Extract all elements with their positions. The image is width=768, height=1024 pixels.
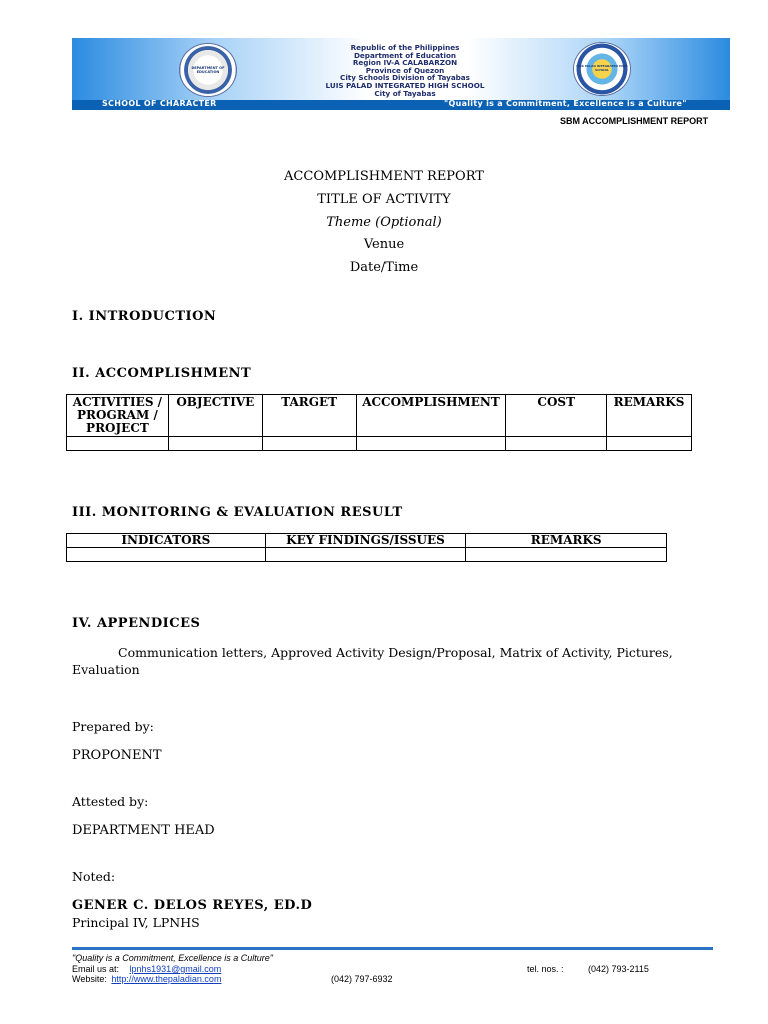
deped-seal-icon — [180, 44, 236, 96]
datetime-line: Date/Time — [349, 260, 419, 275]
table-cell[interactable] — [265, 548, 466, 562]
website-link[interactable]: http://www.thepaladian.com — [111, 974, 222, 984]
table-cell[interactable] — [168, 437, 262, 451]
website-label: Website: — [72, 974, 107, 984]
right-seal-text: LUIS PALAD INTEGRATED HIGH SCHOOL — [576, 64, 628, 72]
report-title: ACCOMPLISHMENT REPORT — [284, 169, 484, 184]
table-cell[interactable] — [262, 437, 356, 451]
banner-strip — [72, 100, 730, 110]
header-line: Department of Education — [353, 50, 457, 60]
column-header: REMARKS — [607, 395, 692, 437]
report-label: SBM ACCOMPLISHMENT REPORT — [560, 116, 709, 126]
header-line: City of Tayabas — [374, 88, 436, 98]
column-header: ACTIVITIES / PROGRAM / PROJECT — [67, 395, 169, 437]
column-header: KEY FINDINGS/ISSUES — [265, 534, 466, 548]
tel-label: tel. nos. : — [527, 964, 564, 974]
prepared-by-name: PROPONENT — [72, 748, 162, 763]
footer-rule — [72, 947, 713, 950]
table-cell[interactable] — [67, 437, 169, 451]
column-header: REMARKS — [466, 534, 667, 548]
section-monitoring: III. MONITORING & EVALUATION RESULT — [72, 505, 403, 520]
school-of-character-label: SCHOOL OF CHARACTER — [102, 99, 217, 108]
banner-motto: "Quality is a Commitment, Excellence is a Culture" — [444, 99, 687, 108]
header-line: Province of Quezon — [365, 65, 445, 75]
header-line: City Schools Division of Tayabas — [340, 73, 470, 83]
table-header-row — [67, 534, 667, 548]
attested-by-label: Attested by: — [72, 794, 149, 809]
attested-by-name: DEPARTMENT HEAD — [72, 823, 215, 838]
table-cell[interactable] — [466, 548, 667, 562]
email-link[interactable]: lpnhs1931@gmail.com — [129, 964, 222, 974]
table-row — [67, 548, 667, 562]
footer-motto: "Quality is a Commitment, Excellence is a Culture" — [72, 953, 273, 963]
table-cell[interactable] — [67, 548, 266, 562]
accomplishment-table — [66, 394, 692, 451]
header-line: Region IV-A CALABARZON — [352, 58, 458, 68]
header-text-lines — [280, 44, 530, 97]
left-seal-text: DEPARTMENT OF EDUCATION — [191, 66, 225, 74]
column-header: OBJECTIVE — [168, 395, 262, 437]
table-cell[interactable] — [356, 437, 506, 451]
column-header: COST — [506, 395, 607, 437]
footer-website — [72, 974, 221, 984]
header-line: Republic of the Philippines — [350, 43, 460, 52]
column-header: ACCOMPLISHMENT — [356, 395, 506, 437]
monitoring-table — [66, 533, 667, 562]
school-seal-icon — [574, 43, 630, 95]
tel-number-2: (042) 797-6932 — [331, 974, 393, 984]
section-introduction: I. INTRODUCTION — [72, 309, 217, 324]
principal-title: Principal IV, LPNHS — [72, 915, 200, 930]
activity-title: TITLE OF ACTIVITY — [317, 192, 451, 207]
email-label: Email us at: — [72, 964, 120, 974]
section-appendices: IV. APPENDICES — [72, 616, 201, 631]
venue-line: Venue — [363, 237, 405, 252]
header-line: LUIS PALAD INTEGRATED HIGH SCHOOL — [325, 80, 485, 90]
column-header: TARGET — [262, 395, 356, 437]
table-header-row — [67, 395, 692, 437]
footer-email — [72, 964, 221, 974]
principal-name: GENER C. DELOS REYES, ED.D — [72, 898, 313, 913]
appendices-text: Communication letters, Approved Activity Design/Proposal, Matrix of Activity, Pictures, — [118, 645, 673, 660]
section-accomplishment: II. ACCOMPLISHMENT — [72, 366, 252, 381]
noted-label: Noted: — [72, 869, 116, 884]
theme-line: Theme (Optional) — [326, 215, 442, 230]
column-header: INDICATORS — [67, 534, 266, 548]
tel-number-1: (042) 793-2115 — [588, 964, 649, 974]
table-cell[interactable] — [607, 437, 692, 451]
table-cell[interactable] — [506, 437, 607, 451]
appendices-text-continued: Evaluation — [72, 662, 140, 677]
table-row — [67, 437, 692, 451]
prepared-by-label: Prepared by: — [72, 719, 154, 734]
header-banner — [72, 38, 730, 110]
